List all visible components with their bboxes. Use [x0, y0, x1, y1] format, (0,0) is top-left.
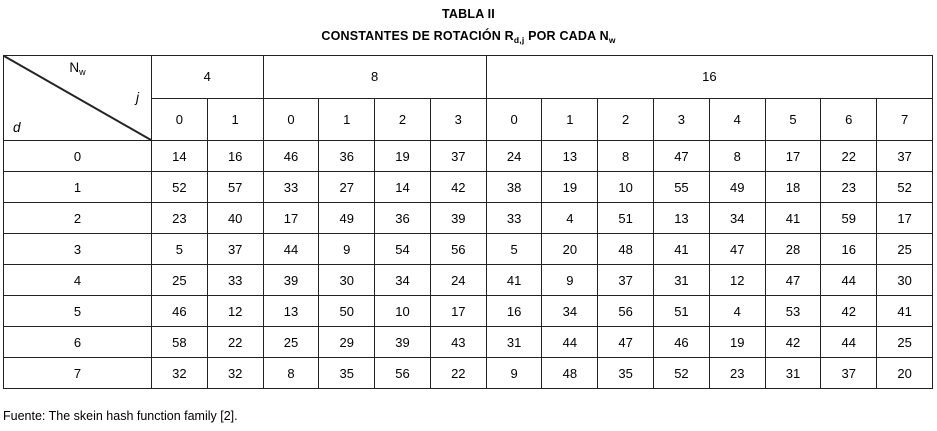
cell: 13 — [542, 141, 598, 172]
cell: 46 — [654, 327, 710, 358]
cell: 32 — [207, 358, 263, 389]
cell: 12 — [709, 265, 765, 296]
cell: 49 — [319, 203, 375, 234]
cell: 28 — [765, 234, 821, 265]
rotation-constants-table — [3, 55, 933, 389]
cell: 35 — [319, 358, 375, 389]
cell: 47 — [765, 265, 821, 296]
cell: 42 — [765, 327, 821, 358]
cell: 52 — [152, 172, 208, 203]
cell: 4 — [709, 296, 765, 327]
cell: 22 — [821, 141, 877, 172]
cell: 23 — [709, 358, 765, 389]
col-header-16-6: 6 — [821, 98, 877, 141]
group-header-row — [4, 56, 933, 99]
cell: 44 — [263, 234, 319, 265]
group-header-16: 16 — [486, 56, 932, 99]
cell: 29 — [319, 327, 375, 358]
cell: 31 — [486, 327, 542, 358]
row-label: 4 — [4, 265, 152, 296]
cell: 34 — [375, 265, 431, 296]
cell: 58 — [152, 327, 208, 358]
col-header-8-0: 0 — [263, 98, 319, 141]
cell: 39 — [375, 327, 431, 358]
cell: 30 — [319, 265, 375, 296]
table-title: TABLA II — [442, 7, 495, 21]
cell: 33 — [263, 172, 319, 203]
col-header-16-1: 1 — [542, 98, 598, 141]
cell: 19 — [709, 327, 765, 358]
cell: 38 — [486, 172, 542, 203]
cell: 31 — [654, 265, 710, 296]
table-row — [4, 203, 933, 234]
cell: 9 — [486, 358, 542, 389]
cell: 8 — [598, 141, 654, 172]
table-source-note: Fuente: The skein hash function family [2]. — [3, 409, 238, 423]
cell: 25 — [877, 234, 933, 265]
cell: 16 — [821, 234, 877, 265]
group-header-4: 4 — [152, 56, 264, 99]
cell: 25 — [263, 327, 319, 358]
cell: 14 — [152, 141, 208, 172]
cell: 16 — [207, 141, 263, 172]
col-header-8-3: 3 — [430, 98, 486, 141]
cell: 54 — [375, 234, 431, 265]
cell: 39 — [263, 265, 319, 296]
cell: 9 — [319, 234, 375, 265]
cell: 13 — [654, 203, 710, 234]
col-header-16-0: 0 — [486, 98, 542, 141]
cell: 43 — [430, 327, 486, 358]
cell: 31 — [765, 358, 821, 389]
group-header-8: 8 — [263, 56, 486, 99]
cell: 41 — [486, 265, 542, 296]
cell: 10 — [375, 296, 431, 327]
cell: 9 — [542, 265, 598, 296]
cell: 22 — [430, 358, 486, 389]
cell: 42 — [821, 296, 877, 327]
title-block — [0, 0, 937, 46]
cell: 17 — [877, 203, 933, 234]
cell: 37 — [207, 234, 263, 265]
cell: 48 — [542, 358, 598, 389]
cell: 41 — [765, 203, 821, 234]
cell: 44 — [542, 327, 598, 358]
cell: 13 — [263, 296, 319, 327]
col-header-8-2: 2 — [375, 98, 431, 141]
row-label: 5 — [4, 296, 152, 327]
subtitle-suffix: POR CADA N — [524, 29, 609, 43]
cell: 5 — [152, 234, 208, 265]
table-row — [4, 327, 933, 358]
cell: 37 — [430, 141, 486, 172]
cell: 35 — [598, 358, 654, 389]
cell: 57 — [207, 172, 263, 203]
col-header-16-7: 7 — [877, 98, 933, 141]
cell: 47 — [654, 141, 710, 172]
cell: 5 — [486, 234, 542, 265]
corner-header-cell — [4, 56, 152, 141]
cell: 55 — [654, 172, 710, 203]
cell: 19 — [375, 141, 431, 172]
col-header-16-4: 4 — [709, 98, 765, 141]
cell: 18 — [765, 172, 821, 203]
cell: 23 — [821, 172, 877, 203]
cell: 46 — [263, 141, 319, 172]
cell: 25 — [152, 265, 208, 296]
subtitle-subscript: d,j — [513, 35, 525, 45]
cell: 52 — [877, 172, 933, 203]
cell: 42 — [430, 172, 486, 203]
cell: 56 — [375, 358, 431, 389]
cell: 27 — [319, 172, 375, 203]
cell: 51 — [654, 296, 710, 327]
row-label: 1 — [4, 172, 152, 203]
col-header-16-2: 2 — [598, 98, 654, 141]
cell: 44 — [821, 327, 877, 358]
cell: 12 — [207, 296, 263, 327]
cell: 49 — [709, 172, 765, 203]
cell: 25 — [877, 327, 933, 358]
cell: 44 — [821, 265, 877, 296]
cell: 10 — [598, 172, 654, 203]
cell: 56 — [430, 234, 486, 265]
cell: 40 — [207, 203, 263, 234]
cell: 47 — [709, 234, 765, 265]
table-body — [4, 141, 933, 389]
table-row — [4, 265, 933, 296]
col-header-4-0: 0 — [152, 98, 208, 141]
cell: 22 — [207, 327, 263, 358]
corner-d-label: d — [13, 120, 21, 135]
table-row — [4, 358, 933, 389]
cell: 56 — [598, 296, 654, 327]
table-subtitle — [0, 27, 937, 46]
cell: 36 — [319, 141, 375, 172]
cell: 52 — [654, 358, 710, 389]
cell: 33 — [486, 203, 542, 234]
cell: 51 — [598, 203, 654, 234]
cell: 41 — [877, 296, 933, 327]
cell: 8 — [709, 141, 765, 172]
table-row — [4, 234, 933, 265]
cell: 53 — [765, 296, 821, 327]
cell: 17 — [263, 203, 319, 234]
table-row — [4, 172, 933, 203]
cell: 59 — [821, 203, 877, 234]
cell: 19 — [542, 172, 598, 203]
col-header-16-3: 3 — [654, 98, 710, 141]
col-header-8-1: 1 — [319, 98, 375, 141]
cell: 17 — [765, 141, 821, 172]
cell: 37 — [598, 265, 654, 296]
cell: 24 — [430, 265, 486, 296]
cell: 48 — [598, 234, 654, 265]
cell: 20 — [542, 234, 598, 265]
cell: 20 — [877, 358, 933, 389]
subtitle-suffix-subscript: w — [608, 35, 616, 45]
row-label: 3 — [4, 234, 152, 265]
table-row — [4, 296, 933, 327]
row-label: 6 — [4, 327, 152, 358]
cell: 47 — [598, 327, 654, 358]
cell: 46 — [152, 296, 208, 327]
cell: 16 — [486, 296, 542, 327]
cell: 33 — [207, 265, 263, 296]
cell: 24 — [486, 141, 542, 172]
cell: 36 — [375, 203, 431, 234]
cell: 37 — [877, 141, 933, 172]
row-label: 2 — [4, 203, 152, 234]
corner-nw-label: $N_w$ — [69, 60, 86, 77]
col-header-16-5: 5 — [765, 98, 821, 141]
cell: 32 — [152, 358, 208, 389]
cell: 14 — [375, 172, 431, 203]
table-row — [4, 141, 933, 172]
table-head — [4, 56, 933, 141]
cell: 34 — [709, 203, 765, 234]
cell: 8 — [263, 358, 319, 389]
col-header-4-1: 1 — [207, 98, 263, 141]
cell: 50 — [319, 296, 375, 327]
cell: 37 — [821, 358, 877, 389]
corner-j-label: j — [136, 90, 139, 105]
cell: 41 — [654, 234, 710, 265]
row-label: 7 — [4, 358, 152, 389]
cell: 23 — [152, 203, 208, 234]
cell: 4 — [542, 203, 598, 234]
row-label: 0 — [4, 141, 152, 172]
cell: 30 — [877, 265, 933, 296]
subtitle-prefix: CONSTANTES DE ROTACIÓN R — [321, 29, 514, 43]
cell: 17 — [430, 296, 486, 327]
cell: 39 — [430, 203, 486, 234]
cell: 34 — [542, 296, 598, 327]
